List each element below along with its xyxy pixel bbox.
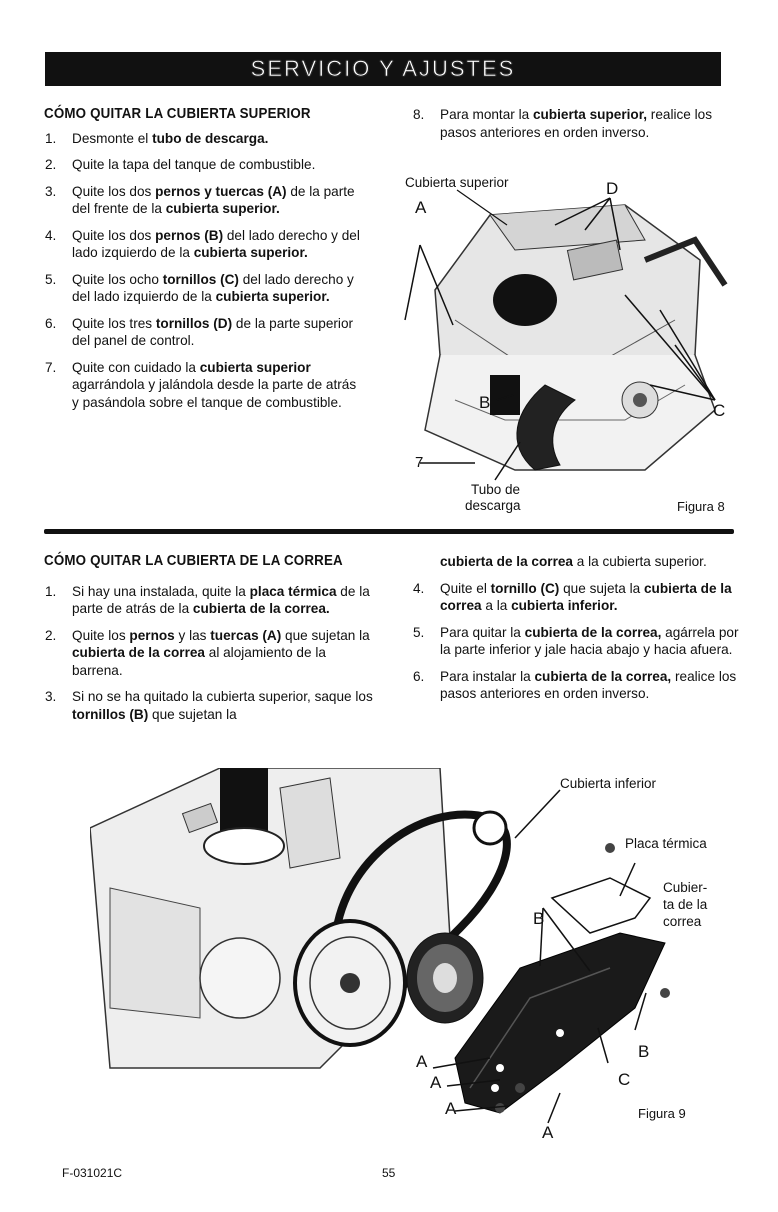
footer-code: F-031021C: [62, 1166, 123, 1180]
step-6: [44, 315, 362, 350]
label-7: 7: [415, 454, 424, 471]
step-bold-text: tornillos (D): [155, 315, 233, 331]
step-text: Quite con cuidado la: [72, 359, 200, 375]
label-b-right: B: [638, 1042, 650, 1061]
step-text: Si hay una instalada, quite la: [72, 583, 250, 599]
label-belt-cover-3: correa: [663, 914, 702, 929]
section2-right-column: [412, 553, 742, 712]
step-number: 3.: [45, 183, 57, 199]
page-number: 55: [382, 1166, 396, 1180]
step-text: Desmonte el: [72, 130, 153, 146]
step-bold-text: cubierta de la correa: [440, 554, 573, 569]
section1-right-column: [412, 106, 742, 150]
step-text: que sujetan la: [148, 706, 237, 722]
figure-9: [90, 768, 750, 1148]
step-text: de la parte del frente de la: [72, 183, 355, 216]
step-bold-text: cubierta de la correa: [440, 580, 732, 613]
label-a-3: A: [445, 1099, 457, 1118]
step-bold-text: cubierta superior.: [193, 245, 308, 260]
label-belt-cover-2: ta de la: [663, 897, 708, 912]
step-text: realice los pasos anteriores en orden inverso.: [440, 107, 712, 140]
step-text: Para quitar la: [440, 624, 525, 640]
snowblower-top-cover-illustration: [395, 170, 740, 515]
step-text: Quite los ocho: [72, 271, 163, 287]
step-body: [72, 157, 315, 172]
step-text: Quite los dos: [72, 227, 156, 243]
step-text: de la parte de atrás de la: [72, 583, 370, 616]
step-body: [72, 628, 370, 678]
step-7: [44, 359, 362, 412]
step-bold-text: cubierta inferior.: [511, 598, 618, 613]
step-2: [44, 627, 374, 680]
step-bold-text: placa térmica: [249, 583, 337, 599]
step-bold-text: pernos: [129, 627, 175, 643]
step-text: a la: [481, 598, 512, 613]
section1-heading: CÓMO QUITAR LA CUBIERTA SUPERIOR: [44, 106, 311, 122]
step-bold-text: cubierta superior: [199, 359, 311, 375]
step-4: [44, 227, 362, 262]
label-a-2: A: [430, 1073, 442, 1092]
step-1: [44, 130, 362, 148]
step-bold-text: cubierta de la correa,: [534, 668, 672, 684]
figure-8-caption: Figura 8: [677, 499, 725, 514]
label-a: A: [415, 198, 427, 217]
step-bold-text: pernos (B): [155, 227, 224, 243]
step-text: que sujetan la: [281, 627, 370, 643]
step-number: 6.: [413, 668, 425, 684]
step-bold-text: tubo de descarga.: [152, 130, 269, 146]
step-3-continued: [412, 553, 742, 571]
step-body: [440, 669, 736, 702]
step-number: 5.: [413, 624, 425, 640]
label-b: B: [479, 393, 491, 412]
step-text: de la parte superior del panel de control.: [72, 315, 354, 348]
step-number: 2.: [45, 157, 57, 172]
step-text: Quite los dos: [72, 183, 156, 199]
section2-left-column: [44, 553, 374, 732]
section2-heading: CÓMO QUITAR LA CUBIERTA DE LA CORREA: [44, 553, 343, 569]
section-divider: [44, 529, 734, 534]
step-number: 7.: [45, 359, 57, 375]
step-3: [44, 688, 374, 723]
step-body: [440, 625, 738, 658]
step-3: [44, 183, 362, 218]
label-heat-plate: Placa térmica: [625, 836, 707, 851]
step-body: [72, 360, 356, 410]
step-number: 2.: [45, 627, 57, 643]
step-text: Quite los: [72, 627, 130, 643]
step-5: [412, 624, 742, 659]
step-bold-text: cubierta de la correa: [72, 645, 205, 660]
step-bold-text: tornillos (C): [162, 271, 239, 287]
step-text: al alojamiento de la barrena.: [72, 645, 326, 678]
figure-8: [395, 170, 740, 515]
step-text: a la cubierta superior.: [572, 554, 707, 569]
step-body: [72, 272, 354, 305]
step-bold-text: cubierta superior.: [165, 201, 280, 216]
label-belt-cover-1: Cubier-: [663, 880, 708, 895]
label-a-1: A: [416, 1052, 428, 1071]
section1-left-column: [44, 106, 362, 420]
step-text: Para montar la: [440, 107, 533, 122]
step-text: del lado derecho y del lado izquierdo de la: [72, 227, 360, 260]
step-bold-text: cubierta superior,: [532, 107, 648, 122]
label-lower-cover: Cubierta inferior: [560, 776, 657, 791]
step-body: [72, 131, 268, 146]
step-number: 6.: [45, 315, 57, 331]
step-text: del lado derecho y del lado izquierdo de la: [72, 271, 354, 304]
label-c: C: [618, 1070, 631, 1089]
step-2: [44, 156, 362, 174]
step-text: y las: [174, 627, 211, 643]
step-text: agarrándola y jalándola desde la parte de atrás y pasándola sobre el tanque de combustible.: [72, 377, 357, 410]
label-tube-line2: descarga: [465, 498, 521, 513]
step-bold-text: tuercas (A): [210, 627, 282, 643]
step-bold-text: cubierta superior.: [215, 289, 330, 304]
section2-steps-right: [412, 580, 742, 703]
step-bold-text: cubierta de la correa,: [524, 624, 662, 640]
step-number: 3.: [45, 689, 57, 704]
step-body: [72, 184, 355, 217]
step-5: [44, 271, 362, 306]
label-c: C: [713, 401, 726, 420]
label-d: D: [606, 179, 619, 198]
step-number: 4.: [413, 580, 425, 596]
step-body: [440, 581, 732, 614]
step-body: [72, 316, 353, 349]
step-6: [412, 668, 742, 703]
step-number: 4.: [45, 227, 57, 243]
step-number: 1.: [45, 130, 57, 146]
step-text: Para instalar la: [440, 668, 535, 684]
step-number: 1.: [45, 583, 57, 599]
step-bold-text: tornillo (C): [490, 580, 560, 596]
label-top-cover: Cubierta superior: [405, 175, 509, 190]
step-bold-text: tornillos (B): [72, 706, 149, 722]
step-text: realice los pasos anteriores en orden inverso.: [440, 668, 737, 701]
step-8: 8. Para montar la cubierta superior, realice los pasos anteriores en orden inverso.: [413, 107, 712, 140]
step-1: [44, 583, 374, 618]
step-text: Quite el: [440, 580, 491, 596]
figure-9-caption: Figura 9: [638, 1106, 686, 1121]
step-text: Quite la tapa del tanque de combustible.: [72, 157, 316, 172]
step-text: agárrela por la parte inferior y jale hacia abajo y hacia afuera.: [440, 624, 739, 657]
banner-title: SERVICIO Y AJUSTES: [250, 56, 516, 81]
step-bold-text: pernos y tuercas (A): [155, 183, 287, 199]
step-text: Si no se ha quitado la cubierta superior, saque los: [72, 689, 373, 704]
section-banner: [45, 52, 721, 86]
step-4: [412, 580, 742, 615]
step-bold-text: cubierta de la correa.: [192, 601, 330, 616]
step-text: que sujeta la: [559, 580, 644, 596]
section1-steps: [44, 130, 362, 412]
step-text: Quite los tres: [72, 315, 156, 331]
belt-cover-illustration: [90, 768, 750, 1148]
section2-steps-left: [44, 583, 374, 724]
step-body: [72, 689, 373, 722]
step-body: [72, 228, 360, 261]
step-number: 5.: [45, 271, 57, 287]
label-b-top: B: [533, 909, 545, 928]
label-a-4: A: [542, 1123, 554, 1142]
step-body: [72, 584, 370, 617]
label-tube-line1: Tubo de: [471, 482, 521, 497]
